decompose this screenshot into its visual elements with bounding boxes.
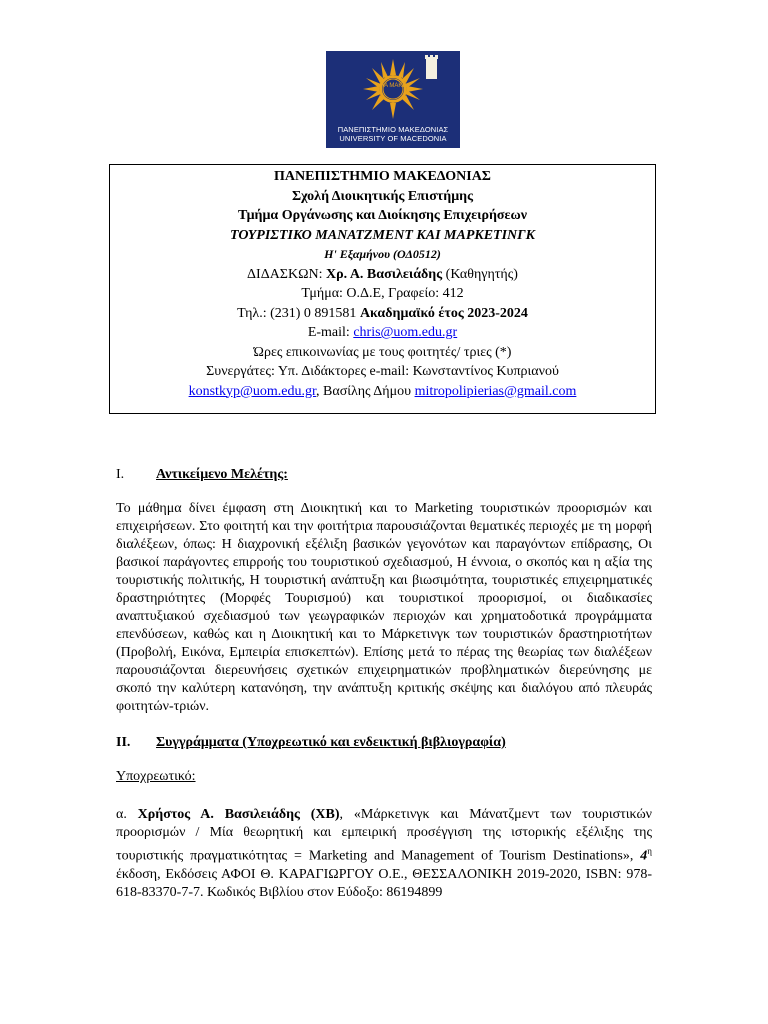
- reference-edition-sup: η: [647, 846, 652, 856]
- reference-edition: 4: [640, 848, 648, 864]
- instructor-name: Χρ. Α. Βασιλειάδης: [325, 266, 443, 282]
- instructor-email-link[interactable]: chris@uom.edu.gr: [353, 325, 458, 340]
- section-1-title: Αντικείμενο Μελέτης:: [156, 467, 288, 482]
- semester: Η' Εξαμήνου (ΟΔ0512): [324, 247, 441, 261]
- university-logo: [326, 51, 460, 148]
- phone: Τηλ.: (231) 0 891581: [237, 305, 360, 321]
- reference-a: [116, 806, 652, 902]
- reference-text-1: , «Μάρκετινγκ και Μάνατζμεντ των τουριστικών προορισμών / Μία θεωρητική και εμπειρική προσέγγιση της ιστορικής εξέλιξης της τουριστικής πραγματικότητας = Marketing and Management of Tourism Destinations»,: [116, 807, 652, 864]
- section-1-body: Το μάθημα δίνει έμφαση στη Διοικητική και το Marketing τουριστικών προορισμών και επιχειρήσεων. Στο φοιτητή και την φοιτήτρια παρουσιάζονται θεματικές περιοχές με τη μορφή διαλέξεων, όπως: Η διαχρονική εξέλιξη βασικών γεγονότων και παραγόντων επίδρασης, Οι βασικοί παράγοντες επιρροής του τουριστικού σχεδιασμού, Η έννοια, ο σκοπός και η αξία της τουριστικής πολιτικής, Η τουριστική ανάπτυξη και βιωσιμότητα, τουριστικές επιχειρηματικές δραστηριότητες (Μορφές Τουρισμού) και τουριστικοί προορισμοί, οι διαδικασίες αναπτυξιακού σχεδιασμού των γεωγραφικών περιοχών και χρηματοδοτικά προγράμματα επενδύσεων, καθώς και η Διοικητική και το Μάρκετινγκ των τουριστικών δραστηριοτήτων (Προβολή, Εικόνα, Εμπειρία επισκεπτών). Επίσης μετά το πέρας της θεωρίας των διαλέξεων παρουσιάζονται διερευνήσεις σχετικών επιχειρηματικών προβληματικών διερεύνησης με σκοπό την καλύτερη κατανόηση, την ανάπτυξη κριτικής σκέψης και διαλόγου από πλευράς φοιτητών-τριών.: [116, 501, 652, 714]
- section-1-number: I.: [116, 467, 125, 482]
- collaborator-email-link-2[interactable]: mitropolipierias@gmail.com: [414, 383, 577, 399]
- section-2-heading: [116, 734, 652, 752]
- university-name: ΠΑΝΕΠΙΣΤΗΜΙΟ ΜΑΚΕΔΟΝΙΑΣ: [274, 169, 491, 184]
- section-2-number: II.: [116, 735, 131, 750]
- logo-line-1: ΠΑΝΕΠΙΣΤΗΜΙΟ ΜΑΚΕΔΟΝΙΑΣ: [337, 125, 449, 134]
- reference-author: Χρήστος Α. Βασιλειάδης (ΧΒ): [137, 807, 340, 822]
- email-line: [110, 323, 655, 343]
- office-hours: Ώρες επικοινωνίας με τους φοιτητές/ τριες (*): [253, 344, 512, 360]
- section-2-title: Συγγράμματα (Υποχρεωτικό και ενδεικτική βιβλιογραφία): [156, 735, 506, 750]
- reference-prefix: α.: [116, 807, 138, 822]
- document-body: [116, 466, 652, 920]
- academic-year: Ακαδημαϊκό έτος 2023-2024: [359, 305, 528, 321]
- collaborators-line: Συνεργάτες: Υπ. Διδάκτορες e-mail: Κωνσταντίνος Κυπριανού: [206, 364, 559, 379]
- collaborator-separator: , Βασίλης Δήμου: [316, 383, 415, 399]
- required-subheading: Υποχρεωτικό:: [116, 769, 196, 784]
- course-title: ΤΟΥΡΙΣΤΙΚΟ ΜΑΝΑΤΖΜΕΝΤ ΚΑΙ ΜΑΡΚΕΤΙΝΓΚ: [230, 227, 535, 243]
- phone-line: [110, 304, 655, 324]
- course-info-box: [109, 164, 656, 414]
- collaborators-emails: [110, 382, 655, 402]
- collaborator-email-link-1[interactable]: konstkyp@uom.edu.gr: [188, 383, 317, 399]
- school-name: Σχολή Διοικητικής Επιστήμης: [291, 188, 474, 204]
- instructor-line: [110, 265, 655, 285]
- instructor-label: ΔΙΔΑΣΚΩΝ:: [247, 266, 326, 282]
- reference-text-2: έκδοση, Εκδόσεις ΑΦΟΙ Θ. ΚΑΡΑΓΙΩΡΓΟΥ Ο.Ε., ΘΕΣΣΑΛΟΝΙΚΗ 2019-2020, ISBN: 978-618-83370-7-7. Κωδικός Βιβλίου στον Εύδοξο: 86194899: [116, 866, 652, 900]
- department-name: Τμήμα Οργάνωσης και Διοίκησης Επιχειρήσεων: [237, 208, 528, 223]
- email-label: E-mail:: [307, 325, 354, 340]
- office-line: Τμήμα: Ο.Δ.Ε, Γραφείο: 412: [301, 286, 464, 301]
- section-1-heading: [116, 466, 652, 484]
- logo-letters: ΠΑ ΜΑΚΕ: [379, 83, 407, 89]
- instructor-title: (Καθηγητής): [442, 266, 518, 282]
- logo-line-2: UNIVERSITY OF MACEDONIA: [339, 134, 447, 143]
